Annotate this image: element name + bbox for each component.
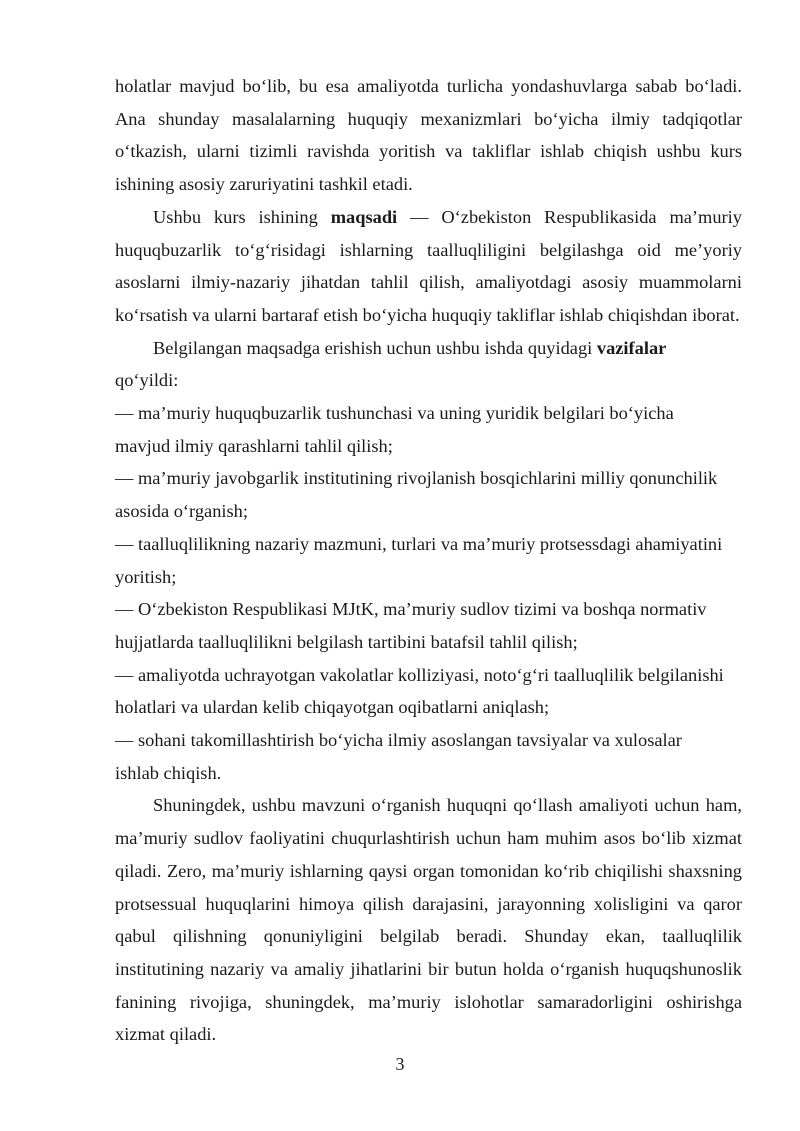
goal-keyword: maqsadi	[330, 206, 398, 227]
body-text	[115, 70, 742, 1051]
paragraph-tasks-intro	[115, 332, 742, 365]
task-item-2-line1: — ma’muriy javobgarlik institutining rivojlanish bosqichlarini milliy qonunchilik	[115, 468, 718, 489]
task-item-5-line2: holatlari va ulardan kelib chiqayotgan oqibatlarni aniqlash;	[115, 697, 550, 718]
paragraph-intro: holatlar mavjud bo‘lib, bu esa amaliyotda turlicha yondashuvlarga sabab bo‘ladi. Ana shunday masalalarning huquqiy mexanizmlari bo‘yicha ilmiy tadqiqotlar o‘tkazish, ularni tizimli ravishda yoritish va takliflar ishlab chiqish ushbu kurs ishining asosiy zaruriyatini tashkil etadi.	[115, 76, 742, 195]
paragraph-conclusion: Shuningdek, ushbu mavzuni o‘rganish huquqni qo‘llash amaliyoti uchun ham, ma’muriy sudlov faoliyatini chuqurlashtirish uchun ham muhim asos bo‘lib xizmat qiladi. Zero, ma’muriy ishlarning qaysi organ tomonidan ko‘rib chiqilishi shaxsning protsessual huquqlarini himoya qilish darajasini, jarayonning xolisligini va qaror qabul qilishning qonuniyligini belgilab beradi. Shunday ekan, taalluqlilik institutining nazariy va amaliy jihatlarini bir butun holda o‘rganish huquqshunoslik fanining rivojiga, shuningdek, ma’muriy islohotlar samaradorligini oshirishga xizmat qiladi.	[115, 795, 742, 1045]
tasks-intro-tail: qo‘yildi:	[115, 370, 179, 391]
task-item-1-line2: mavjud ilmiy qarashlarni tahlil qilish;	[115, 435, 393, 456]
task-item-3-line1: — taalluqlilikning nazariy mazmuni, turlari va ma’muriy protsessdagi ahamiyatini	[115, 533, 723, 554]
task-item-6-line2: ishlab chiqish.	[115, 762, 222, 783]
task-item-6-line1: — sohani takomillashtirish bo‘yicha ilmiy asoslangan tavsiyalar va xulosalar	[115, 730, 682, 751]
task-item-1-line1: — ma’muriy huquqbuzarlik tushunchasi va uning yuridik belgilari bo‘yicha	[115, 403, 674, 424]
task-list	[115, 397, 742, 789]
task-item-4-line2: hujjatlarda taalluqlilikni belgilash tartibini batafsil tahlil qilish;	[115, 631, 578, 652]
task-item-3-line2: yoritish;	[115, 566, 177, 587]
task-item-5-line1: — amaliyotda uchrayotgan vakolatlar kolliziyasi, noto‘g‘ri taalluqlilik belgilanishi	[115, 664, 724, 685]
task-item-4-line1: — O‘zbekiston Respublikasi MJtK, ma’muriy sudlov tizimi va boshqa normativ	[115, 599, 707, 620]
tasks-keyword: vazifalar	[596, 337, 667, 358]
paragraph-goal	[115, 201, 742, 332]
goal-text: — O‘zbekiston Respublikasida ma’muriy huquqbuzarlik to‘g‘risidagi ishlarning taalluqliligini belgilashga oid me’yoriy asoslarni ilmiy-nazariy jihatdan tahlil qilish, amaliyotdagi asosiy muammolarni ko‘rsatish va ularni bartaraf etish bo‘yicha huquqiy takliflar ishlab chiqishdan iborat.	[115, 206, 742, 325]
task-item-2-line2: asosida o‘rganish;	[115, 501, 248, 522]
page-number: 3	[395, 1054, 405, 1074]
goal-lead: Ushbu kurs ishining	[153, 206, 318, 227]
tasks-lead: Belgilangan maqsadga erishish uchun ushbu ishda quyidagi	[153, 337, 593, 358]
